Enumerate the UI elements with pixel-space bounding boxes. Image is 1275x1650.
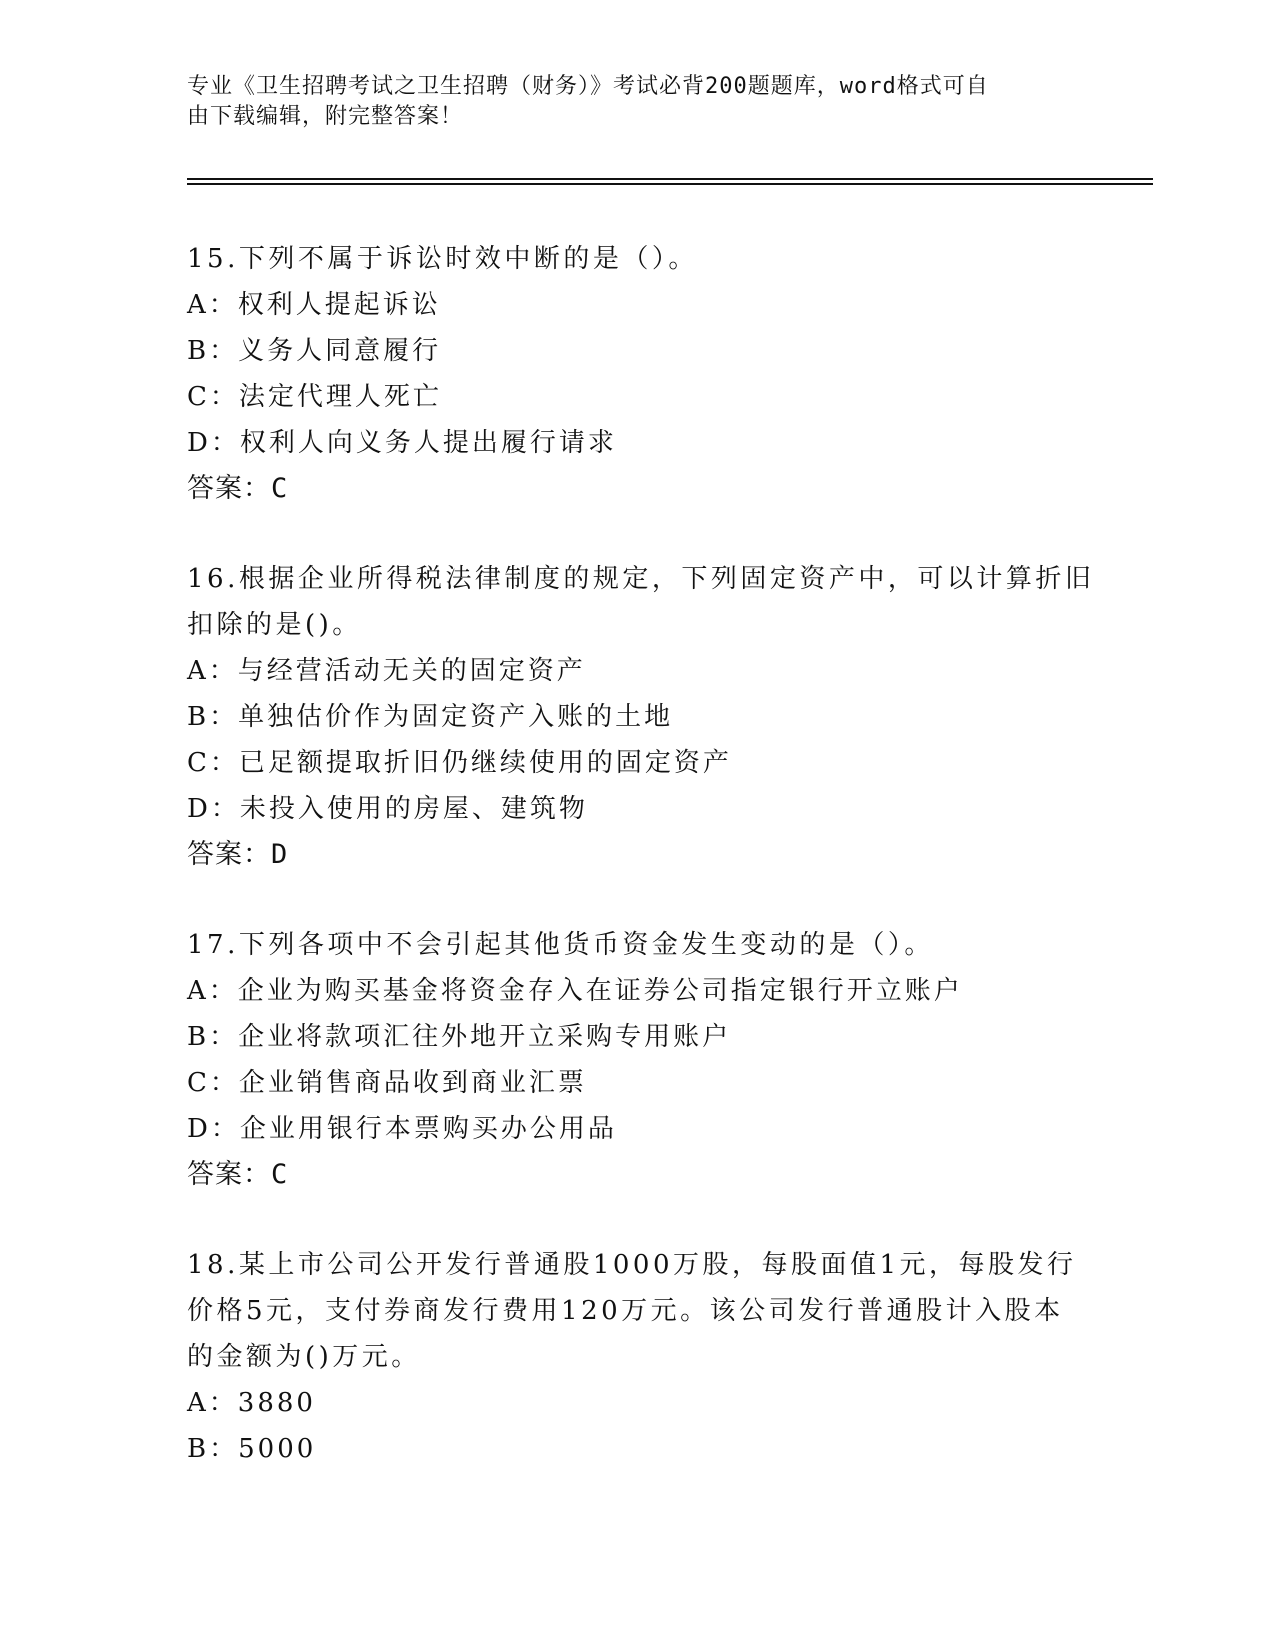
document-header (187, 72, 1057, 132)
option-d: D：未投入使用的房屋、建筑物 (187, 794, 588, 824)
question-stem-line: 18.某上市公司公开发行普通股1000万股，每股面值1元，每股发行 (187, 1250, 1077, 1280)
question-stem (187, 236, 1087, 282)
question-stem (187, 556, 1095, 648)
option-b: B：5000 (187, 1434, 317, 1464)
question-16 (187, 556, 1095, 878)
option-b: B：企业将款项汇往外地开立采购专用账户 (187, 1022, 732, 1052)
option-c: C：企业销售商品收到商业汇票 (187, 1068, 587, 1098)
header-line-2: 由下载编辑，附完整答案！ (187, 104, 464, 129)
question-15 (187, 236, 1087, 512)
header-line-1: 专业《卫生招聘考试之卫生招聘（财务）》考试必背200题题库，word格式可自 (187, 74, 989, 99)
question-stem (187, 922, 1087, 968)
answer-label: 答案：C (187, 1159, 289, 1190)
option-a: A：与经营活动无关的固定资产 (187, 656, 586, 686)
question-list (187, 236, 1095, 1516)
option-c: C：法定代理人死亡 (187, 382, 442, 412)
question-stem (187, 1242, 1087, 1380)
question-stem-line: 扣除的是()。 (187, 610, 362, 640)
option-d: D：权利人向义务人提出履行请求 (187, 428, 617, 458)
option-b: B：单独估价作为固定资产入账的土地 (187, 702, 674, 732)
question-stem-line: 16.根据企业所得税法律制度的规定，下列固定资产中，可以计算折旧 (187, 564, 1095, 594)
question-stem-line: 价格5元，支付券商发行费用120万元。该公司发行普通股计入股本 (187, 1296, 1064, 1326)
option-a: A：3880 (187, 1388, 316, 1418)
question-stem-line: 17.下列各项中不会引起其他货币资金发生变动的是（）。 (187, 930, 934, 960)
question-17 (187, 922, 1087, 1198)
answer-label: 答案：D (187, 839, 289, 870)
option-b: B：义务人同意履行 (187, 336, 442, 366)
question-18 (187, 1242, 1087, 1472)
option-a: A：企业为购买基金将资金存入在证券公司指定银行开立账户 (187, 976, 963, 1006)
answer-label: 答案：C (187, 473, 289, 504)
question-stem-line: 的金额为()万元。 (187, 1342, 421, 1372)
question-stem-line: 15.下列不属于诉讼时效中断的是（）。 (187, 244, 698, 274)
option-d: D：企业用银行本票购买办公用品 (187, 1114, 617, 1144)
header-divider-bottom (187, 183, 1153, 185)
option-c: C：已足额提取折旧仍继续使用的固定资产 (187, 748, 732, 778)
header-divider-top (187, 178, 1153, 180)
option-a: A：权利人提起诉讼 (187, 290, 441, 320)
